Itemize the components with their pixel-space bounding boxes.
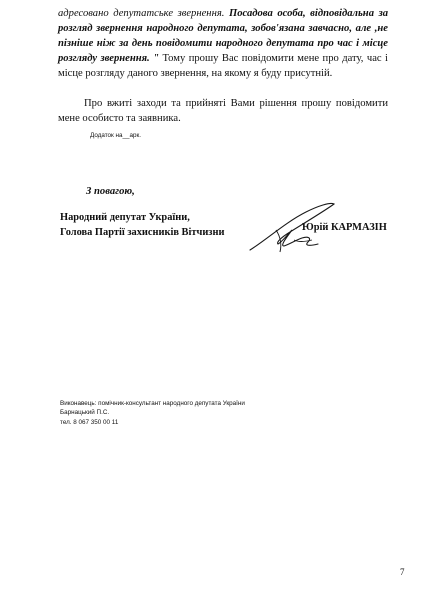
paragraph1-rest: Тому прошу Вас повідомити мене про дату, час і місце розгляду даного звернення, на якому я буду присутній.	[58, 53, 389, 79]
signer-name: Юрій КАРМАЗІН	[302, 222, 387, 233]
signer-title-line1: Народний депутат України,	[60, 212, 190, 223]
body-paragraph-2: Про вжиті заходи та прийняті Вами рішення прошу повідомити мене особисто та заявника.	[58, 98, 388, 124]
page-number: 7	[400, 567, 405, 577]
paragraph1-emphasis: Посадова особа, відповідальна за розгляд звернення народного депутата, зобов'язана завчасно, але ,не пізніше ніж за день повідомити народного депутата про час і місце розгляду звернення. "	[58, 8, 388, 64]
body-paragraph-1	[58, 6, 388, 81]
signer-title-line2: Голова Партії захисників Вітчизни	[60, 227, 225, 238]
attachment-note: Додаток на__арк.	[90, 132, 142, 139]
executor-phone: тел. 8 067 350 00 11	[60, 419, 119, 426]
executor-line: Виконавець: помічник-консультант народного депутата України	[60, 400, 245, 407]
executor-name: Барнацький П.С.	[60, 409, 110, 416]
closing-regards: З повагою,	[86, 186, 135, 197]
paragraph1-lead: адресовано депутатське звернення.	[58, 8, 229, 19]
